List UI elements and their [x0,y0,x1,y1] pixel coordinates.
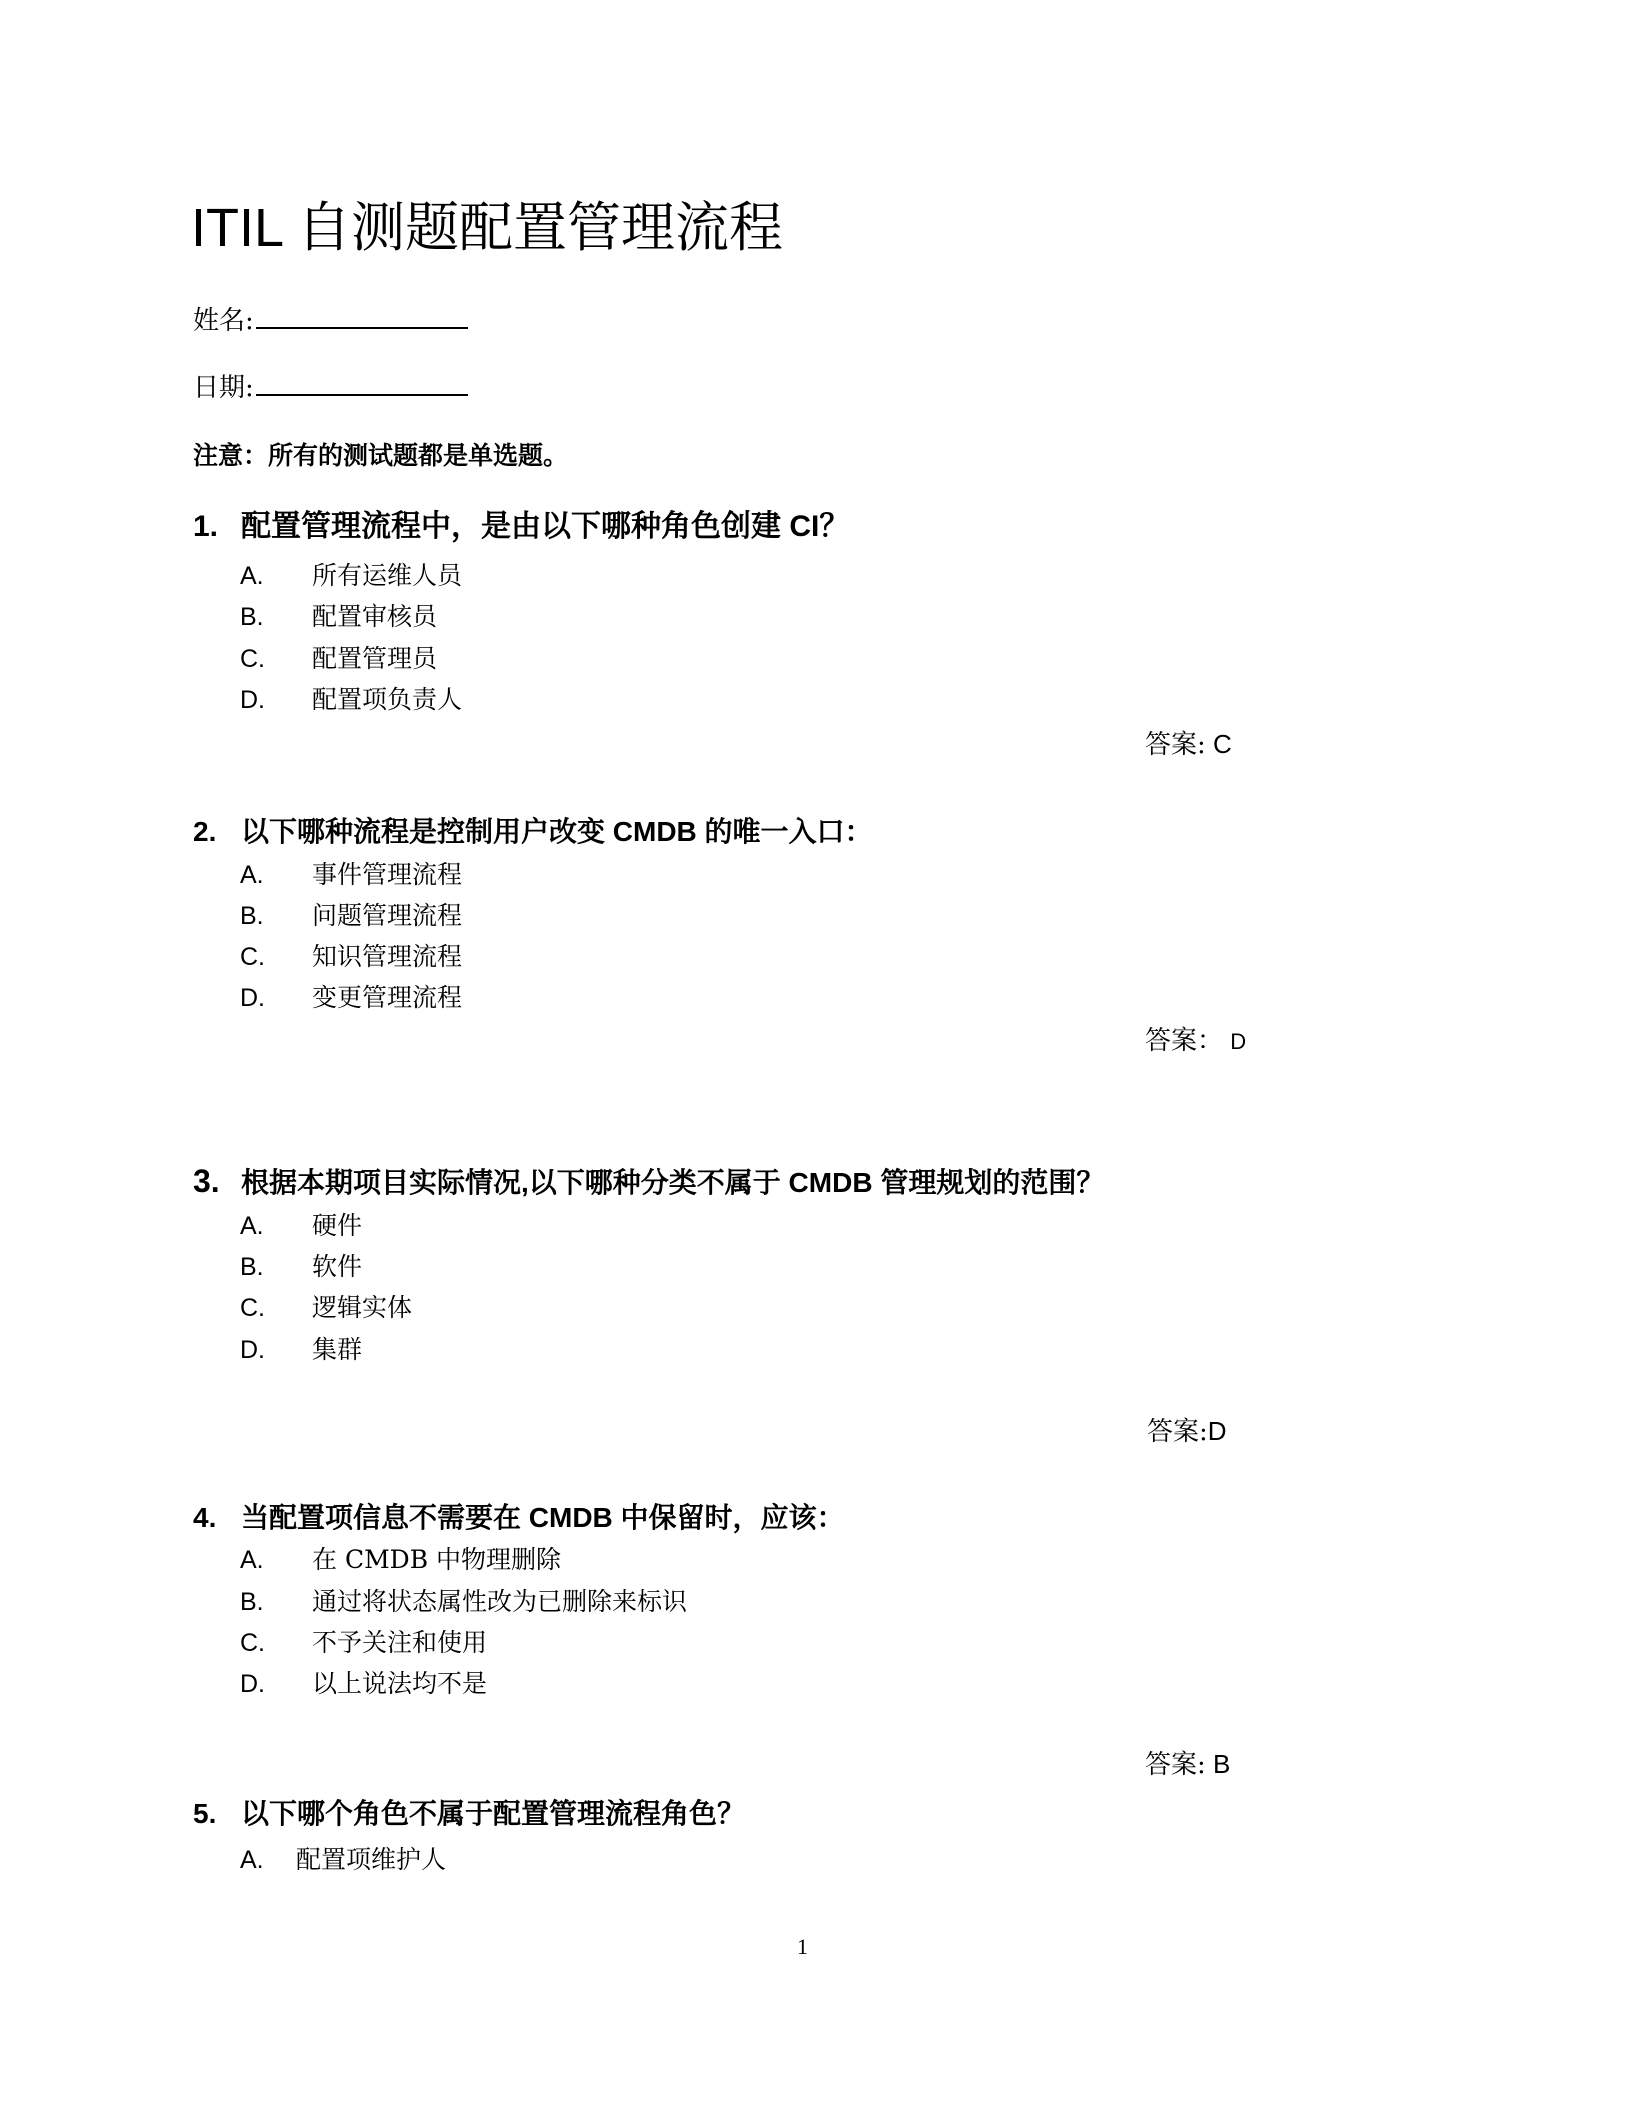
name-field[interactable] [193,303,468,339]
option-2b: B. 问题管理流程 [240,901,463,930]
answer-value: C [1213,729,1232,759]
option-4c: C. 不予关注和使用 [240,1628,488,1657]
option-3c: C. 逻辑实体 [240,1293,413,1322]
date-blank-line[interactable] [256,372,468,396]
answer-2: 答案： D [1145,1026,1247,1056]
option-2c: C. 知识管理流程 [240,942,463,971]
answer-value: D [1230,1029,1247,1054]
option-4a: A. 在 CMDB 中物理删除 [240,1545,562,1574]
option-4d: D. 以上说法均不是 [240,1669,488,1698]
option-1b: B. 配置审核员 [240,602,438,631]
option-1d: D. 配置项负责人 [240,685,463,714]
question-number: 5. [193,1798,217,1829]
answer-value: B [1213,1749,1231,1779]
option-2a: A. 事件管理流程 [240,860,463,889]
question-number: 4. [193,1502,217,1533]
name-label: 姓名: [193,306,254,336]
page-number: 1 [797,1934,808,1959]
document-title: ITIL 自测题配置管理流程 [191,198,784,258]
question-text: 以下哪种流程是控制用户改变 CMDB 的唯一入口： [241,816,873,847]
option-3b: B. 软件 [240,1252,363,1281]
option-3d: D. 集群 [240,1335,363,1364]
question-number: 3. [193,1163,220,1199]
question-2 [193,811,873,853]
answer-3: 答案:D [1147,1416,1227,1447]
name-blank-line[interactable] [256,305,468,329]
question-number: 2. [193,816,217,847]
question-3 [193,1160,1104,1204]
question-text: 配置管理流程中，是由以下哪种角色创建 CI？ [241,510,850,543]
option-2d: D. 变更管理流程 [240,983,463,1012]
answer-value: D [1207,1416,1227,1446]
instruction-note: 注意：所有的测试题都是单选题。 [193,442,569,470]
option-4b: B. 通过将状态属性改为已删除来标识 [240,1587,688,1616]
date-field[interactable] [193,370,468,406]
question-text: 当配置项信息不需要在 CMDB 中保留时，应该： [241,1502,845,1533]
question-number: 1. [193,510,219,543]
question-1 [193,506,849,548]
answer-1: 答案: C [1145,729,1232,760]
answer-4: 答案: B [1145,1749,1231,1780]
date-label: 日期: [193,373,254,403]
question-5 [193,1793,745,1835]
option-3a: A. 硬件 [240,1211,363,1240]
question-text: 根据本期项目实际情况,以下哪种分类不属于 CMDB 管理规划的范围？ [241,1167,1105,1198]
option-1c: C. 配置管理员 [240,644,438,673]
question-4 [193,1497,845,1539]
question-text: 以下哪个角色不属于配置管理流程角色？ [241,1798,746,1829]
option-5a: A. 配置项维护人 [240,1845,447,1874]
option-1a: A. 所有运维人员 [240,561,463,590]
